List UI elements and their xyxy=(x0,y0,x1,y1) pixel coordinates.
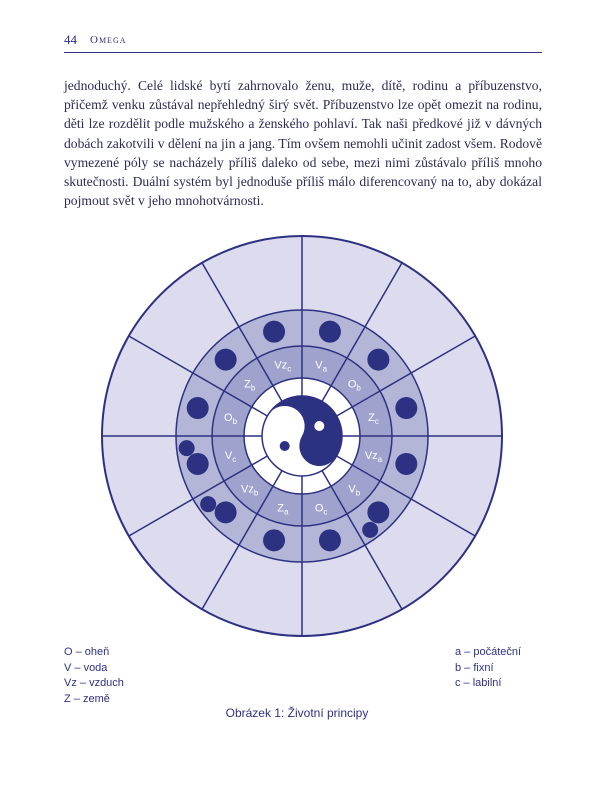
element-sub: c xyxy=(287,364,292,374)
venus-icon-badge xyxy=(215,349,237,371)
pluto-icon-badge xyxy=(362,522,378,538)
uranus-icon-badge xyxy=(200,496,216,512)
legend-item-fixed: b – fixní xyxy=(455,661,494,674)
sun-icon-badge xyxy=(367,349,389,371)
element-main: V xyxy=(224,450,233,463)
mercury-icon-badge xyxy=(395,397,417,419)
element-sub: c xyxy=(323,507,328,517)
element-main: Z xyxy=(277,502,284,515)
mars-icon-badge xyxy=(367,501,389,523)
element-sub: b xyxy=(253,488,259,498)
neptune-icon-badge xyxy=(179,440,195,456)
running-head: Omega xyxy=(90,34,127,46)
element-sub: b xyxy=(356,383,361,393)
element-sub: b xyxy=(232,416,238,426)
element-main: O xyxy=(314,502,324,515)
page-number: 44 xyxy=(64,32,77,47)
element-sub: b xyxy=(355,488,361,498)
yin-dot xyxy=(280,441,290,451)
element-sub: a xyxy=(377,455,383,465)
yang-dot xyxy=(314,421,324,431)
element-main: V xyxy=(315,359,323,372)
header-rule xyxy=(64,52,542,53)
venus-icon-badge xyxy=(395,453,417,475)
element-sub: a xyxy=(322,364,328,374)
element-main: V xyxy=(348,483,356,496)
saturn-icon-badge xyxy=(263,529,285,551)
body-paragraph: jednoduchý. Celé lidské bytí zahrnovalo ženu, muže, dítě, rodinu a příbuzenstvo, přičemž venku zůstával nepřehledný širý svět. Příbuzenstvo lze opět omezit na rodinu, děti lze rozdělit podle mužského a ženského pohlaví. Tak naši předkové již v dávných dobách zakotvili v dělení na jin a jang. Tím ovšem nemohli učinit zadost všem. Rodově vymezené póly se nacházely příliš daleko od sebe, mezi nimi zůstávalo příliš mnoho skutečnosti. Duální systém byl jednoduše příliš málo diferencovaný na to, aby dokázal pojmout svět v jeho mnohotvárnosti. xyxy=(64,78,542,209)
legend-item-water: V – voda xyxy=(64,661,108,674)
element-main: Vz xyxy=(364,450,378,463)
element-main: O xyxy=(224,411,233,424)
element-main: O xyxy=(347,378,357,391)
legend-item-earth: Z – země xyxy=(64,692,110,705)
legend-item-mutable: c – labilní xyxy=(455,677,502,689)
life-principles-wheel xyxy=(96,230,508,642)
moon-icon-badge xyxy=(319,321,341,343)
mercury-icon-badge xyxy=(263,321,285,343)
element-sub: a xyxy=(283,507,289,517)
element-sub: c xyxy=(232,455,237,465)
legend-item-cardinal: a – počáteční xyxy=(455,646,522,658)
element-sub: c xyxy=(374,416,379,426)
jupiter-icon-badge xyxy=(319,529,341,551)
legend-elements xyxy=(64,645,124,707)
saturn-icon-badge xyxy=(215,501,237,523)
element-main: Z xyxy=(244,378,251,391)
legend-item-fire: O – oheň xyxy=(64,646,110,658)
element-main: Z xyxy=(368,411,375,424)
mars-icon-badge xyxy=(187,397,209,419)
element-main: Vz xyxy=(274,359,288,372)
page-header xyxy=(64,30,544,52)
legend-modalities xyxy=(455,645,521,692)
element-sub: b xyxy=(250,383,256,393)
element-main: Vz xyxy=(241,483,254,496)
figure-caption: Obrázek 1: Životní principy xyxy=(225,706,369,720)
legend-item-air: Vz – vzduch xyxy=(64,677,124,689)
jupiter-icon-badge xyxy=(187,453,209,475)
